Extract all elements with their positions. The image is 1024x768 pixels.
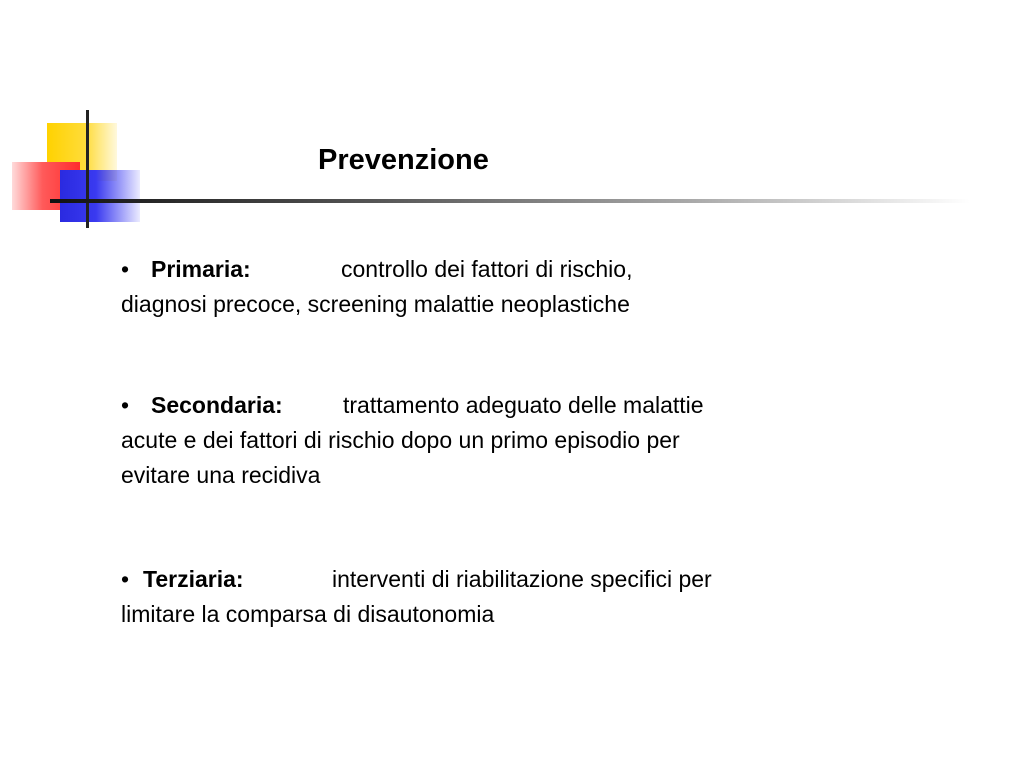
item-text: diagnosi precoce, screening malattie neoplastiche bbox=[121, 291, 630, 317]
item-text: limitare la comparsa di disautonomia bbox=[121, 601, 495, 627]
item-text: evitare una recidiva bbox=[121, 462, 321, 488]
item-text: trattamento adeguato delle malattie bbox=[343, 392, 704, 418]
bullet-icon: • bbox=[121, 256, 130, 282]
bullet-icon: • bbox=[121, 566, 130, 592]
item-label: Primaria: bbox=[151, 256, 251, 282]
item-text: interventi di riabilitazione specifici per bbox=[332, 566, 712, 592]
vertical-line-decoration bbox=[86, 110, 89, 228]
blue-square-decoration bbox=[60, 170, 140, 222]
title-underline bbox=[50, 199, 970, 203]
item-text: acute e dei fattori di rischio dopo un primo episodio per bbox=[121, 427, 680, 453]
bullet-item-terziaria bbox=[121, 562, 841, 632]
item-text: controllo dei fattori di rischio, bbox=[341, 256, 633, 282]
item-label: Secondaria: bbox=[151, 392, 283, 418]
slide-title: Prevenzione bbox=[318, 144, 489, 176]
decorative-squares bbox=[0, 100, 160, 240]
item-label: Terziaria: bbox=[143, 566, 244, 592]
bullet-item-secondaria bbox=[121, 388, 841, 493]
bullet-item-primaria bbox=[121, 252, 841, 322]
bullet-icon: • bbox=[121, 392, 130, 418]
